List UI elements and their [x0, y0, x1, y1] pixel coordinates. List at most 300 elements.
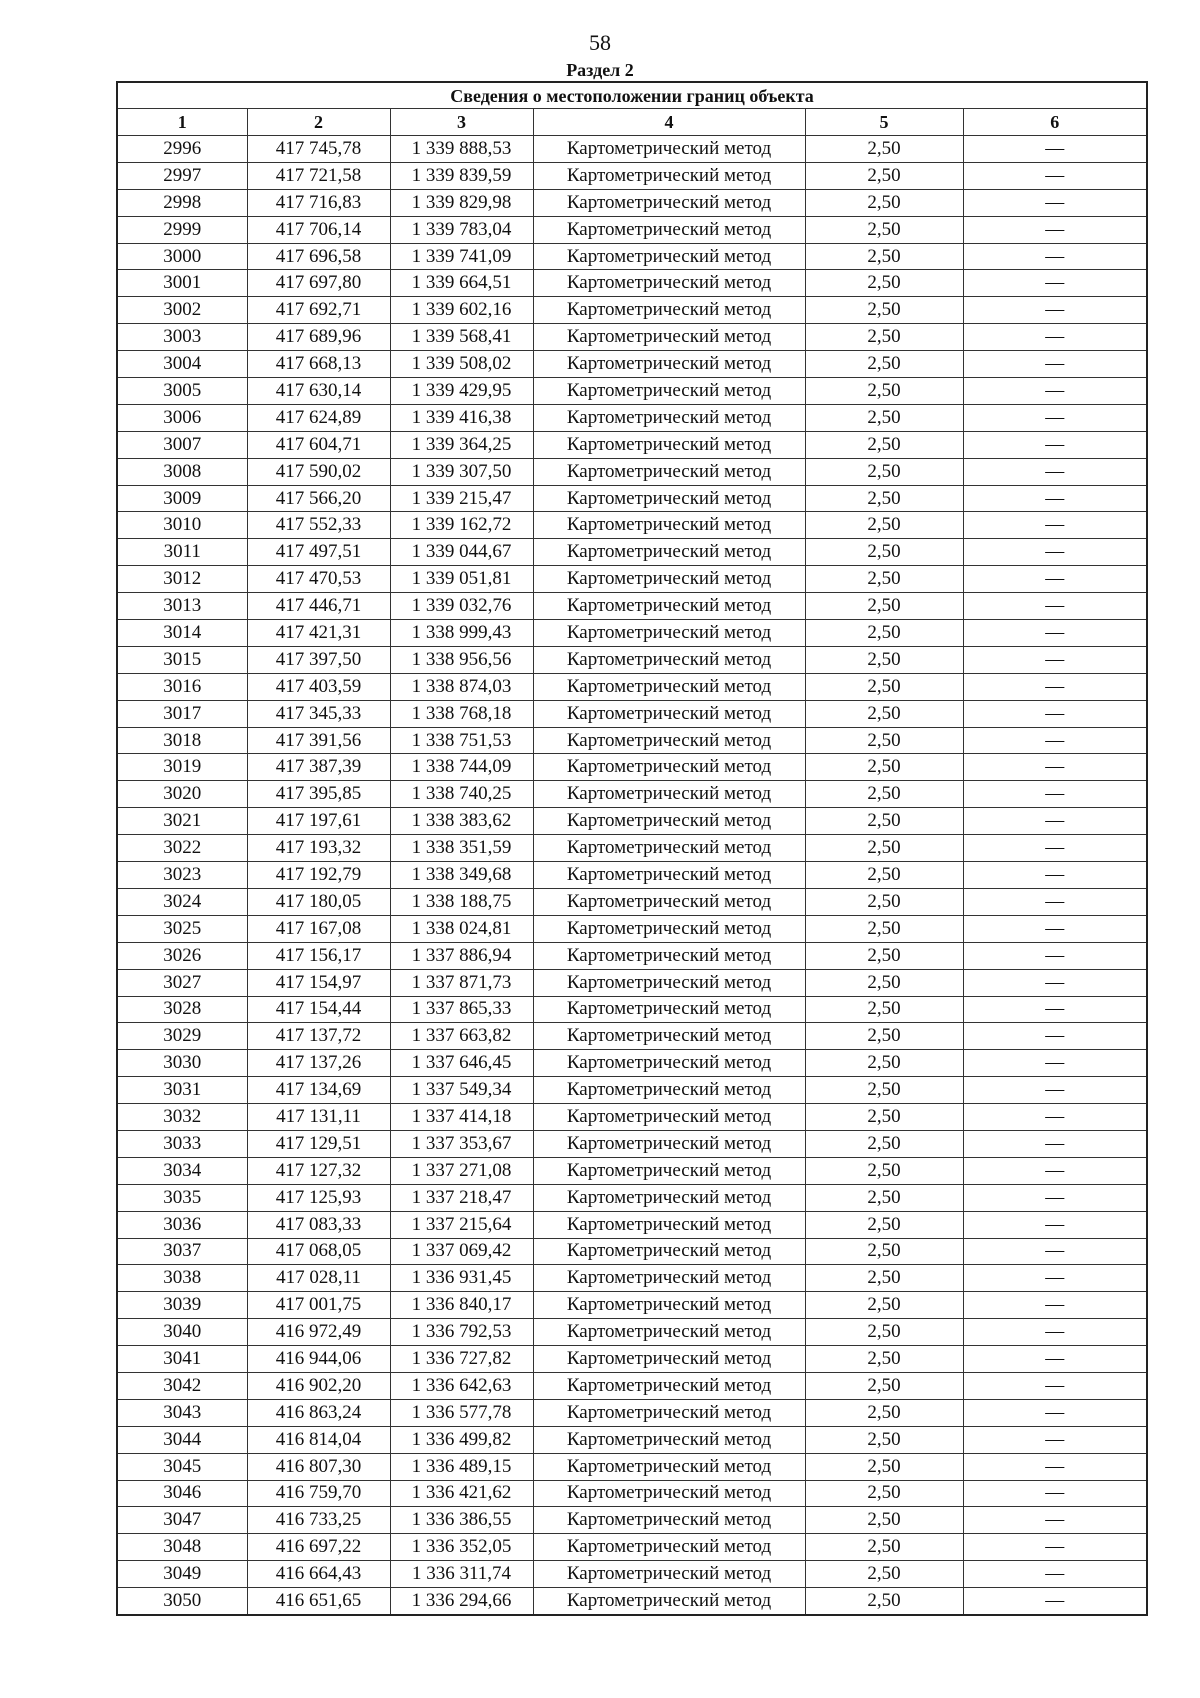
table-row: [117, 1346, 1147, 1373]
description-cell: —: [963, 1588, 1147, 1615]
description-cell: —: [963, 539, 1147, 566]
y-coordinate-cell: 1 339 568,41: [390, 324, 533, 351]
y-coordinate-cell: 1 337 271,08: [390, 1157, 533, 1184]
y-coordinate-cell: 1 339 044,67: [390, 539, 533, 566]
x-coordinate-cell: 417 083,33: [247, 1211, 390, 1238]
x-coordinate-cell: 416 972,49: [247, 1319, 390, 1346]
point-number-cell: 3028: [117, 996, 247, 1023]
table-body: [117, 136, 1147, 1615]
point-number-cell: 3000: [117, 243, 247, 270]
y-coordinate-cell: 1 336 792,53: [390, 1319, 533, 1346]
accuracy-cell: 2,50: [805, 727, 963, 754]
table-row: [117, 915, 1147, 942]
y-coordinate-cell: 1 339 416,38: [390, 404, 533, 431]
x-coordinate-cell: 417 154,97: [247, 969, 390, 996]
point-number-cell: 3033: [117, 1130, 247, 1157]
method-cell: Картометрический метод: [533, 700, 805, 727]
x-coordinate-cell: 417 497,51: [247, 539, 390, 566]
accuracy-cell: 2,50: [805, 781, 963, 808]
point-number-cell: 3008: [117, 458, 247, 485]
method-cell: Картометрический метод: [533, 1292, 805, 1319]
point-number-cell: 3014: [117, 620, 247, 647]
method-cell: Картометрический метод: [533, 404, 805, 431]
x-coordinate-cell: 417 470,53: [247, 566, 390, 593]
method-cell: Картометрический метод: [533, 646, 805, 673]
description-cell: —: [963, 162, 1147, 189]
point-number-cell: 3023: [117, 862, 247, 889]
method-cell: Картометрический метод: [533, 620, 805, 647]
y-coordinate-cell: 1 338 349,68: [390, 862, 533, 889]
x-coordinate-cell: 417 716,83: [247, 189, 390, 216]
x-coordinate-cell: 417 421,31: [247, 620, 390, 647]
y-coordinate-cell: 1 339 162,72: [390, 512, 533, 539]
point-number-cell: 3012: [117, 566, 247, 593]
description-cell: —: [963, 969, 1147, 996]
x-coordinate-cell: 417 028,11: [247, 1265, 390, 1292]
description-cell: —: [963, 243, 1147, 270]
point-number-cell: 3037: [117, 1238, 247, 1265]
table-caption-row: [117, 82, 1147, 109]
x-coordinate-cell: 417 706,14: [247, 216, 390, 243]
x-coordinate-cell: 416 697,22: [247, 1534, 390, 1561]
table-row: [117, 888, 1147, 915]
y-coordinate-cell: 1 338 383,62: [390, 808, 533, 835]
accuracy-cell: 2,50: [805, 243, 963, 270]
accuracy-cell: 2,50: [805, 431, 963, 458]
table-row: [117, 673, 1147, 700]
y-coordinate-cell: 1 339 508,02: [390, 351, 533, 378]
description-cell: —: [963, 404, 1147, 431]
description-cell: —: [963, 593, 1147, 620]
accuracy-cell: 2,50: [805, 136, 963, 163]
description-cell: —: [963, 1346, 1147, 1373]
accuracy-cell: 2,50: [805, 808, 963, 835]
table-row: [117, 969, 1147, 996]
table-row: [117, 1211, 1147, 1238]
x-coordinate-cell: 417 127,32: [247, 1157, 390, 1184]
table-row: [117, 1507, 1147, 1534]
y-coordinate-cell: 1 337 069,42: [390, 1238, 533, 1265]
table-row: [117, 942, 1147, 969]
method-cell: Картометрический метод: [533, 1211, 805, 1238]
point-number-cell: 3042: [117, 1372, 247, 1399]
accuracy-cell: 2,50: [805, 1372, 963, 1399]
y-coordinate-cell: 1 337 414,18: [390, 1104, 533, 1131]
table-row: [117, 646, 1147, 673]
description-cell: —: [963, 754, 1147, 781]
method-cell: Картометрический метод: [533, 539, 805, 566]
x-coordinate-cell: 417 552,33: [247, 512, 390, 539]
y-coordinate-cell: 1 336 352,05: [390, 1534, 533, 1561]
method-cell: Картометрический метод: [533, 593, 805, 620]
method-cell: Картометрический метод: [533, 1372, 805, 1399]
y-coordinate-cell: 1 336 840,17: [390, 1292, 533, 1319]
point-number-cell: 3029: [117, 1023, 247, 1050]
y-coordinate-cell: 1 338 768,18: [390, 700, 533, 727]
y-coordinate-cell: 1 338 956,56: [390, 646, 533, 673]
point-number-cell: 3038: [117, 1265, 247, 1292]
accuracy-cell: 2,50: [805, 1130, 963, 1157]
point-number-cell: 3027: [117, 969, 247, 996]
method-cell: Картометрический метод: [533, 431, 805, 458]
accuracy-cell: 2,50: [805, 620, 963, 647]
y-coordinate-cell: 1 337 646,45: [390, 1050, 533, 1077]
point-number-cell: 3019: [117, 754, 247, 781]
y-coordinate-cell: 1 339 783,04: [390, 216, 533, 243]
y-coordinate-cell: 1 336 421,62: [390, 1480, 533, 1507]
description-cell: —: [963, 996, 1147, 1023]
x-coordinate-cell: 417 566,20: [247, 485, 390, 512]
method-cell: Картометрический метод: [533, 136, 805, 163]
point-number-cell: 3048: [117, 1534, 247, 1561]
x-coordinate-cell: 417 697,80: [247, 270, 390, 297]
table-row: [117, 1292, 1147, 1319]
point-number-cell: 3045: [117, 1453, 247, 1480]
point-number-cell: 3001: [117, 270, 247, 297]
method-cell: Картометрический метод: [533, 566, 805, 593]
point-number-cell: 3044: [117, 1426, 247, 1453]
point-number-cell: 3036: [117, 1211, 247, 1238]
point-number-cell: 3050: [117, 1588, 247, 1615]
description-cell: —: [963, 673, 1147, 700]
y-coordinate-cell: 1 338 744,09: [390, 754, 533, 781]
table-row: [117, 270, 1147, 297]
table-row: [117, 1588, 1147, 1615]
description-cell: —: [963, 888, 1147, 915]
x-coordinate-cell: 416 664,43: [247, 1561, 390, 1588]
method-cell: Картометрический метод: [533, 1157, 805, 1184]
x-coordinate-cell: 417 630,14: [247, 378, 390, 405]
accuracy-cell: 2,50: [805, 996, 963, 1023]
accuracy-cell: 2,50: [805, 189, 963, 216]
table-row: [117, 781, 1147, 808]
column-header: 3: [390, 109, 533, 136]
y-coordinate-cell: 1 337 215,64: [390, 1211, 533, 1238]
point-number-cell: 3010: [117, 512, 247, 539]
x-coordinate-cell: 417 129,51: [247, 1130, 390, 1157]
accuracy-cell: 2,50: [805, 1023, 963, 1050]
method-cell: Картометрический метод: [533, 1426, 805, 1453]
column-header-row: [117, 109, 1147, 136]
method-cell: Картометрический метод: [533, 835, 805, 862]
y-coordinate-cell: 1 338 999,43: [390, 620, 533, 647]
boundary-coordinates-table: [116, 81, 1148, 1616]
x-coordinate-cell: 417 345,33: [247, 700, 390, 727]
x-coordinate-cell: 417 391,56: [247, 727, 390, 754]
description-cell: —: [963, 700, 1147, 727]
x-coordinate-cell: 416 863,24: [247, 1399, 390, 1426]
method-cell: Картометрический метод: [533, 996, 805, 1023]
y-coordinate-cell: 1 336 727,82: [390, 1346, 533, 1373]
description-cell: —: [963, 297, 1147, 324]
point-number-cell: 3005: [117, 378, 247, 405]
description-cell: —: [963, 727, 1147, 754]
description-cell: —: [963, 1534, 1147, 1561]
accuracy-cell: 2,50: [805, 1319, 963, 1346]
point-number-cell: 3021: [117, 808, 247, 835]
table-row: [117, 378, 1147, 405]
x-coordinate-cell: 417 137,26: [247, 1050, 390, 1077]
accuracy-cell: 2,50: [805, 1426, 963, 1453]
accuracy-cell: 2,50: [805, 1399, 963, 1426]
description-cell: —: [963, 351, 1147, 378]
x-coordinate-cell: 416 651,65: [247, 1588, 390, 1615]
x-coordinate-cell: 417 137,72: [247, 1023, 390, 1050]
method-cell: Картометрический метод: [533, 727, 805, 754]
x-coordinate-cell: 417 131,11: [247, 1104, 390, 1131]
method-cell: Картометрический метод: [533, 1319, 805, 1346]
x-coordinate-cell: 417 721,58: [247, 162, 390, 189]
description-cell: —: [963, 1399, 1147, 1426]
accuracy-cell: 2,50: [805, 270, 963, 297]
table-row: [117, 1184, 1147, 1211]
description-cell: —: [963, 1453, 1147, 1480]
y-coordinate-cell: 1 337 871,73: [390, 969, 533, 996]
point-number-cell: 3004: [117, 351, 247, 378]
method-cell: Картометрический метод: [533, 378, 805, 405]
method-cell: Картометрический метод: [533, 888, 805, 915]
table-row: [117, 189, 1147, 216]
accuracy-cell: 2,50: [805, 1050, 963, 1077]
table-row: [117, 512, 1147, 539]
y-coordinate-cell: 1 339 364,25: [390, 431, 533, 458]
table-row: [117, 216, 1147, 243]
description-cell: —: [963, 458, 1147, 485]
x-coordinate-cell: 417 068,05: [247, 1238, 390, 1265]
x-coordinate-cell: 417 692,71: [247, 297, 390, 324]
table-row: [117, 1077, 1147, 1104]
y-coordinate-cell: 1 337 886,94: [390, 942, 533, 969]
method-cell: Картометрический метод: [533, 915, 805, 942]
description-cell: —: [963, 1077, 1147, 1104]
point-number-cell: 3039: [117, 1292, 247, 1319]
table-row: [117, 566, 1147, 593]
point-number-cell: 3016: [117, 673, 247, 700]
column-header: 2: [247, 109, 390, 136]
accuracy-cell: 2,50: [805, 1157, 963, 1184]
point-number-cell: 3046: [117, 1480, 247, 1507]
x-coordinate-cell: 416 944,06: [247, 1346, 390, 1373]
x-coordinate-cell: 417 001,75: [247, 1292, 390, 1319]
table-row: [117, 727, 1147, 754]
point-number-cell: 2999: [117, 216, 247, 243]
method-cell: Картометрический метод: [533, 512, 805, 539]
y-coordinate-cell: 1 339 664,51: [390, 270, 533, 297]
table-row: [117, 835, 1147, 862]
accuracy-cell: 2,50: [805, 915, 963, 942]
y-coordinate-cell: 1 336 499,82: [390, 1426, 533, 1453]
y-coordinate-cell: 1 339 429,95: [390, 378, 533, 405]
method-cell: Картометрический метод: [533, 754, 805, 781]
x-coordinate-cell: 417 134,69: [247, 1077, 390, 1104]
y-coordinate-cell: 1 337 549,34: [390, 1077, 533, 1104]
point-number-cell: 3009: [117, 485, 247, 512]
x-coordinate-cell: 417 193,32: [247, 835, 390, 862]
description-cell: —: [963, 270, 1147, 297]
table-row: [117, 996, 1147, 1023]
point-number-cell: 3020: [117, 781, 247, 808]
page-number: 58: [589, 30, 611, 55]
table-row: [117, 539, 1147, 566]
point-number-cell: 3034: [117, 1157, 247, 1184]
description-cell: —: [963, 324, 1147, 351]
accuracy-cell: 2,50: [805, 1104, 963, 1131]
description-cell: —: [963, 1507, 1147, 1534]
accuracy-cell: 2,50: [805, 162, 963, 189]
description-cell: —: [963, 1426, 1147, 1453]
method-cell: Картометрический метод: [533, 324, 805, 351]
point-number-cell: 3006: [117, 404, 247, 431]
method-cell: Картометрический метод: [533, 270, 805, 297]
table-row: [117, 1104, 1147, 1131]
description-cell: —: [963, 378, 1147, 405]
description-cell: —: [963, 781, 1147, 808]
accuracy-cell: 2,50: [805, 216, 963, 243]
y-coordinate-cell: 1 338 351,59: [390, 835, 533, 862]
point-number-cell: 3022: [117, 835, 247, 862]
table-row: [117, 1399, 1147, 1426]
description-cell: —: [963, 1104, 1147, 1131]
point-number-cell: 3040: [117, 1319, 247, 1346]
y-coordinate-cell: 1 339 888,53: [390, 136, 533, 163]
column-header: 4: [533, 109, 805, 136]
x-coordinate-cell: 417 154,44: [247, 996, 390, 1023]
point-number-cell: 3031: [117, 1077, 247, 1104]
y-coordinate-cell: 1 337 218,47: [390, 1184, 533, 1211]
y-coordinate-cell: 1 339 032,76: [390, 593, 533, 620]
description-cell: —: [963, 835, 1147, 862]
method-cell: Картометрический метод: [533, 1104, 805, 1131]
x-coordinate-cell: 417 167,08: [247, 915, 390, 942]
x-coordinate-cell: 417 689,96: [247, 324, 390, 351]
accuracy-cell: 2,50: [805, 1211, 963, 1238]
x-coordinate-cell: 416 759,70: [247, 1480, 390, 1507]
method-cell: Картометрический метод: [533, 1346, 805, 1373]
point-number-cell: 3017: [117, 700, 247, 727]
accuracy-cell: 2,50: [805, 1238, 963, 1265]
y-coordinate-cell: 1 338 024,81: [390, 915, 533, 942]
accuracy-cell: 2,50: [805, 1507, 963, 1534]
point-number-cell: 3025: [117, 915, 247, 942]
method-cell: Картометрический метод: [533, 1534, 805, 1561]
y-coordinate-cell: 1 336 386,55: [390, 1507, 533, 1534]
method-cell: Картометрический метод: [533, 243, 805, 270]
accuracy-cell: 2,50: [805, 566, 963, 593]
y-coordinate-cell: 1 337 663,82: [390, 1023, 533, 1050]
x-coordinate-cell: 417 403,59: [247, 673, 390, 700]
x-coordinate-cell: 417 446,71: [247, 593, 390, 620]
description-cell: —: [963, 216, 1147, 243]
method-cell: Картометрический метод: [533, 1184, 805, 1211]
method-cell: Картометрический метод: [533, 673, 805, 700]
method-cell: Картометрический метод: [533, 216, 805, 243]
table-row: [117, 1238, 1147, 1265]
accuracy-cell: 2,50: [805, 1534, 963, 1561]
accuracy-cell: 2,50: [805, 458, 963, 485]
accuracy-cell: 2,50: [805, 1184, 963, 1211]
table-row: [117, 404, 1147, 431]
table-row: [117, 162, 1147, 189]
description-cell: —: [963, 1211, 1147, 1238]
point-number-cell: 3032: [117, 1104, 247, 1131]
method-cell: Картометрический метод: [533, 458, 805, 485]
y-coordinate-cell: 1 339 741,09: [390, 243, 533, 270]
description-cell: —: [963, 1130, 1147, 1157]
table-row: [117, 431, 1147, 458]
accuracy-cell: 2,50: [805, 673, 963, 700]
point-number-cell: 2998: [117, 189, 247, 216]
y-coordinate-cell: 1 339 602,16: [390, 297, 533, 324]
y-coordinate-cell: 1 336 577,78: [390, 1399, 533, 1426]
x-coordinate-cell: 417 604,71: [247, 431, 390, 458]
table-row: [117, 351, 1147, 378]
description-cell: —: [963, 136, 1147, 163]
accuracy-cell: 2,50: [805, 485, 963, 512]
point-number-cell: 3049: [117, 1561, 247, 1588]
x-coordinate-cell: 417 192,79: [247, 862, 390, 889]
accuracy-cell: 2,50: [805, 404, 963, 431]
x-coordinate-cell: 417 624,89: [247, 404, 390, 431]
section-title: Раздел 2: [566, 60, 634, 80]
description-cell: —: [963, 1157, 1147, 1184]
table-row: [117, 243, 1147, 270]
table-row: [117, 485, 1147, 512]
y-coordinate-cell: 1 338 188,75: [390, 888, 533, 915]
table-row: [117, 620, 1147, 647]
table-row: [117, 1265, 1147, 1292]
table-row: [117, 136, 1147, 163]
y-coordinate-cell: 1 336 311,74: [390, 1561, 533, 1588]
description-cell: —: [963, 1319, 1147, 1346]
description-cell: —: [963, 808, 1147, 835]
description-cell: —: [963, 646, 1147, 673]
x-coordinate-cell: 417 156,17: [247, 942, 390, 969]
point-number-cell: 3011: [117, 539, 247, 566]
y-coordinate-cell: 1 339 307,50: [390, 458, 533, 485]
y-coordinate-cell: 1 337 865,33: [390, 996, 533, 1023]
table-row: [117, 1561, 1147, 1588]
accuracy-cell: 2,50: [805, 1265, 963, 1292]
table-row: [117, 1050, 1147, 1077]
description-cell: —: [963, 942, 1147, 969]
method-cell: Картометрический метод: [533, 189, 805, 216]
description-cell: —: [963, 1561, 1147, 1588]
y-coordinate-cell: 1 339 215,47: [390, 485, 533, 512]
method-cell: Картометрический метод: [533, 1265, 805, 1292]
table-row: [117, 700, 1147, 727]
y-coordinate-cell: 1 338 740,25: [390, 781, 533, 808]
x-coordinate-cell: 417 180,05: [247, 888, 390, 915]
description-cell: —: [963, 862, 1147, 889]
method-cell: Картометрический метод: [533, 781, 805, 808]
accuracy-cell: 2,50: [805, 1453, 963, 1480]
description-cell: —: [963, 566, 1147, 593]
method-cell: Картометрический метод: [533, 297, 805, 324]
table-row: [117, 324, 1147, 351]
column-header: 6: [963, 109, 1147, 136]
y-coordinate-cell: 1 336 489,15: [390, 1453, 533, 1480]
method-cell: Картометрический метод: [533, 1077, 805, 1104]
table-row: [117, 808, 1147, 835]
point-number-cell: 3002: [117, 297, 247, 324]
table-row: [117, 1023, 1147, 1050]
description-cell: —: [963, 1265, 1147, 1292]
description-cell: —: [963, 1372, 1147, 1399]
x-coordinate-cell: 416 814,04: [247, 1426, 390, 1453]
table-row: [117, 862, 1147, 889]
description-cell: —: [963, 620, 1147, 647]
method-cell: Картометрический метод: [533, 485, 805, 512]
